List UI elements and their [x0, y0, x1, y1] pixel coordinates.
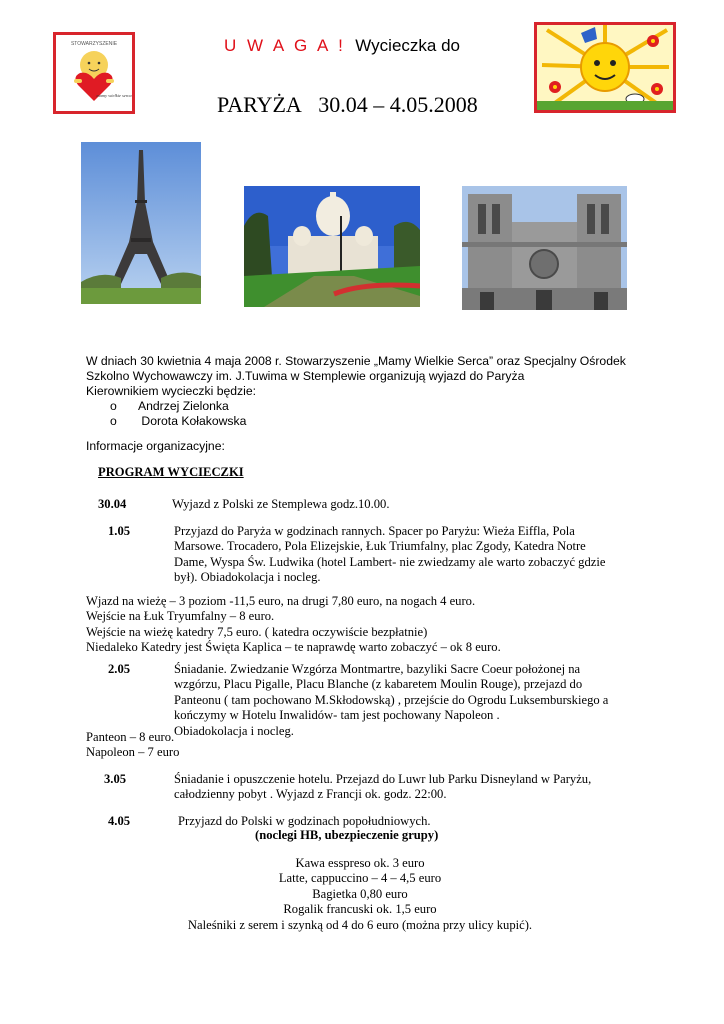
description-line: kończymy w Hotelu Inwalidów- tam jest pochowany Napoleon .: [174, 708, 500, 723]
day-date: 3.05: [104, 772, 127, 786]
info-heading: Informacje organizacyjne:: [86, 439, 225, 453]
price-list: [86, 730, 179, 761]
intro-line-3: Kierownikiem wycieczki będzie:: [86, 384, 257, 398]
list-item: [110, 399, 706, 414]
price-line: Wejście na wieżę katedry 7,5 euro. ( katedra oczywiście bezpłatnie): [86, 624, 428, 639]
intro-paragraph: [86, 354, 706, 429]
bullet-icon: o: [110, 414, 117, 428]
association-logo: [53, 32, 135, 114]
description-line: Śniadanie i opuszczenie hotelu. Przejazd do Luwr lub Parku Disneyland w Paryżu,: [174, 772, 592, 786]
day-description: Przyjazd do Polski w godzinach popołudniowych.: [178, 814, 431, 828]
price-line: Napoleon – 7 euro: [86, 745, 180, 760]
day-description: Wyjazd z Polski ze Stemplewa godz.10.00.: [172, 497, 390, 511]
description-line: wzgórzu, Placu Pigalle, Placu Blanche (z kabaretem Moulin Rouge), przejazd do: [174, 677, 583, 692]
food-price-line: Rogalik francuski ok. 1,5 euro: [283, 902, 437, 917]
price-line: Wjazd na wieżę – 3 poziom -11,5 euro, na drugi 7,80 euro, na nogach 4 euro.: [86, 594, 476, 608]
food-prices: [160, 856, 560, 933]
food-price-line: Naleśniki z serem i szynką od 4 do 6 euro (można przy ulicy kupić).: [187, 917, 533, 932]
description-line: Dame, Wyspa Św. Ludwika (hotel Lambert- nie zwiedzamy ale warto zobaczyć gdzie: [174, 554, 606, 569]
intro-line-2: Szkolno Wychowawczy im. J.Tuwima w Stemplewie organizują wyjazd do Paryża: [86, 369, 525, 383]
price-line: Panteon – 8 euro.: [86, 730, 175, 744]
day-date: 4.05: [108, 814, 131, 828]
day-description: [174, 524, 644, 586]
sun-cartoon-image: [534, 22, 676, 113]
day-date: 30.04: [98, 497, 127, 511]
price-line: Niedaleko Katedry jest Święta Kaplica – te naprawdę warto zobaczyć – ok 8 euro.: [86, 640, 501, 655]
description-line: był). Obiadokolacja i nocleg.: [174, 570, 321, 585]
price-line: Wejście na Łuk Tryumfalny – 8 euro.: [86, 609, 275, 624]
logo-text-bottom: mamy wielkie serca: [96, 93, 132, 98]
bullet-icon: o: [110, 399, 117, 413]
insurance-note: (noclegi HB, ubezpieczenie grupy): [255, 828, 439, 842]
uwaga-label: U W A G A !: [224, 36, 346, 55]
leader-name: Andrzej Zielonka: [138, 399, 229, 413]
food-price-line: Kawa esspreso ok. 3 euro: [295, 856, 425, 870]
price-list: [86, 594, 646, 656]
logo-text-top: STOWARZYSZENIE: [70, 41, 118, 47]
leader-name: Dorota Kołakowska: [138, 414, 247, 428]
destination-title: [217, 92, 478, 118]
day-date: 2.05: [108, 662, 131, 676]
description-line: Marsowe. Trocadero, Pola Elizejskie, Łuk Triumfalny, plac Zgody, Katedra Notre: [174, 539, 586, 554]
eiffel-tower-photo: [81, 142, 201, 304]
destination-name: PARYŻA: [217, 92, 302, 117]
leader-list: [86, 399, 706, 429]
description-line: Przyjazd do Paryża w godzinach rannych. Spacer po Paryżu: Wieża Eiffla, Pola: [174, 524, 575, 538]
intro-line-1: W dniach 30 kwietnia 4 maja 2008 r. Stowarzyszenie „Mamy Wielkie Serca” oraz Specjalny Ośrodek: [86, 354, 626, 368]
description-line: Panteonu ( tam pochowano M.Skłodowską) , przejście do Ogrodu Luksemburskiego a: [174, 692, 609, 707]
trip-dates: 30.04 – 4.05.2008: [318, 92, 478, 117]
alert-heading: [224, 36, 460, 56]
trip-to-label: Wycieczka do: [355, 36, 460, 55]
day-date: 1.05: [108, 524, 131, 538]
description-line: Obiadokolacja i nocleg.: [174, 723, 294, 738]
list-item: [110, 414, 706, 429]
food-price-line: Bagietka 0,80 euro: [312, 886, 408, 901]
food-price-line: Latte, cappuccino – 4 – 4,5 euro: [278, 871, 442, 886]
notre-dame-photo: [462, 186, 627, 310]
description-line: Śniadanie. Zwiedzanie Wzgórza Montmartre, bazyliki Sacre Coeur położonej na: [174, 662, 581, 676]
day-description: [174, 662, 654, 739]
day-description: [174, 772, 654, 803]
program-title: PROGRAM WYCIECZKI: [98, 465, 244, 479]
sacre-coeur-photo: [244, 186, 420, 307]
description-line: całodzienny pobyt . Wyjazd z Francji ok. godz. 22:00.: [174, 787, 447, 802]
